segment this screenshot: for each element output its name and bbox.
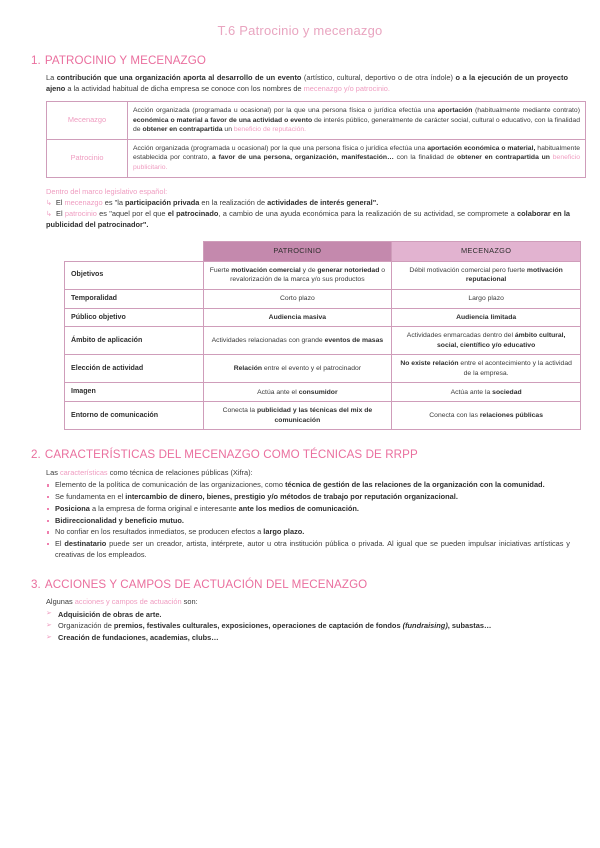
text-bold: Audiencia limitada	[456, 313, 517, 321]
comparison-row-label: Público objetivo	[65, 308, 204, 327]
comparison-cell-patrocinio	[203, 402, 392, 430]
text-bold: obtener en contrapartida	[142, 126, 223, 134]
comparison-header-row	[65, 241, 581, 261]
comparison-cell-patrocinio	[203, 261, 392, 289]
legislative-item	[16, 198, 584, 209]
text-plain: Actividades enmarcadas dentro del	[406, 332, 515, 340]
intro-text-3: a la actividad habitual de dicha empresa se conoce con los nombres de	[65, 84, 304, 94]
intro-accent-1: mecenazgo y/o patrocinio.	[303, 84, 390, 94]
text-bold: Creación de fundaciones, academias, clubs…	[58, 633, 219, 643]
section-heading-1	[16, 53, 584, 68]
comparison-cell-mecenazgo	[392, 355, 581, 383]
comparison-row	[65, 402, 581, 430]
comparison-row-label: Elección de actividad	[65, 355, 204, 383]
intro-bold-2: o a la ejecución de un proyecto ajeno	[46, 73, 568, 94]
text-bold: destinatario	[64, 539, 107, 549]
text-plain: como técnica de relaciones públicas (Xifra):	[107, 467, 253, 477]
definition-term: Mecenazgo	[47, 101, 128, 139]
text-bold: el patrocinado	[167, 208, 219, 218]
text-plain: , a cambio de una ayuda económica para la realización de su actividad, se compromete a	[218, 208, 518, 218]
text-bold: Adquisición de obras de arte.	[58, 609, 162, 619]
comparison-cell-mecenazgo	[392, 308, 581, 327]
text-accent: patrocinio	[64, 208, 97, 218]
intro-text-2: (artístico, cultural, deportivo o de otra índole)	[301, 73, 456, 83]
text-bold: actividades de interés general".	[267, 197, 379, 207]
section3-bullet-list	[16, 610, 584, 644]
list-item	[46, 480, 570, 491]
text-plain: El	[56, 208, 65, 218]
text-plain: Organización de	[58, 621, 114, 631]
section2-intro	[16, 468, 584, 479]
text-plain: entre el acontecimiento y la actividad de la empresa.	[458, 360, 572, 377]
comparison-table	[64, 241, 581, 431]
text-bold: largo plazo.	[263, 527, 305, 537]
legislative-framework-title: Dentro del marco legislativo español:	[46, 186, 168, 196]
text-bold: No existe relación	[400, 360, 459, 368]
text-bold: motivación reputacional	[465, 266, 563, 284]
text-plain: es "la	[102, 197, 125, 207]
definitions-table-body	[47, 101, 586, 177]
text-bold: ante los medios de comunicación.	[238, 503, 359, 513]
list-item	[46, 539, 570, 560]
text-plain: Actúa ante el	[257, 388, 299, 396]
text-accent: beneficio publicitario.	[133, 154, 580, 172]
text-bold: aportación económica o material,	[427, 144, 536, 152]
text-plain: No confiar en los resultados inmediatos, se producen efectos a	[55, 527, 264, 537]
text-bold: participación privada	[125, 197, 200, 207]
text-plain: puede ser un creador, artista, intérprete, autor u otra institución pública o privada. Al igual que se pueden impulsar iniciativas artísticas y creativas de los empleados.	[55, 539, 570, 559]
comparison-row	[65, 355, 581, 383]
comparison-cell-patrocinio	[203, 289, 392, 308]
text-bold: Audiencia masiva	[268, 313, 327, 321]
section3-intro	[16, 597, 584, 608]
comparison-row	[65, 289, 581, 308]
text-plain: Débil motivación comercial pero fuerte	[409, 266, 527, 274]
text-bold: motivación comercial	[231, 266, 301, 274]
text-bold: sociedad	[492, 388, 522, 396]
section-title-2: CARACTERÍSTICAS DEL MECENAZGO COMO TÉCNICAS DE RRPP	[44, 448, 418, 462]
text-plain: Algunas	[46, 596, 75, 606]
text-plain: habitualmente establecida por contrato,	[133, 144, 580, 162]
comparison-row	[65, 383, 581, 402]
comparison-table-head	[65, 241, 581, 261]
text-plain: Largo plazo	[468, 294, 504, 302]
comparison-row	[65, 327, 581, 355]
text-plain: El	[55, 539, 65, 549]
comparison-cell-patrocinio	[203, 383, 392, 402]
text-bold: relaciones públicas	[479, 412, 543, 420]
text-plain: de interés público, generalmente de carácter social, cultural o educativo, con la finalidad de	[133, 116, 580, 134]
legislative-items	[16, 198, 584, 231]
text-plain: Conecta con las	[429, 412, 480, 420]
definition-text	[128, 139, 586, 177]
arrow-icon: ↳	[46, 210, 55, 218]
comparison-row-label: Imagen	[65, 383, 204, 402]
section-heading-3	[16, 577, 584, 592]
text-bold: colaborar en la publicidad del patrocinador".	[46, 208, 571, 229]
text-plain: Acción organizada (programada u ocasional) por la que una persona física o jurídica efectúa una	[133, 144, 428, 152]
comparison-cell-patrocinio	[203, 327, 392, 355]
comparison-row-label: Temporalidad	[65, 289, 204, 308]
arrow-icon: ↳	[46, 199, 54, 207]
text-accent: características	[59, 467, 108, 477]
comparison-cell-patrocinio	[203, 355, 392, 383]
text-plain: El	[55, 197, 65, 207]
section-title-3: ACCIONES Y CAMPOS DE ACTUACIÓN DEL MECENAZGO	[44, 577, 368, 591]
text-plain: Se fundamenta en el	[55, 492, 126, 502]
comparison-cell-mecenazgo	[392, 261, 581, 289]
list-item	[46, 527, 570, 538]
comparison-row	[65, 308, 581, 327]
text-bold: , subastas…	[447, 621, 492, 631]
text-plain: Fuerte	[209, 266, 232, 274]
text-plain: a la empresa de forma original e interesante	[89, 503, 239, 513]
text-bold: generar notoriedad	[317, 266, 380, 274]
text-bold: eventos de masas	[324, 337, 384, 345]
definition-term: Patrocinio	[47, 139, 128, 177]
comparison-cell-mecenazgo	[392, 289, 581, 308]
comparison-header-mecenazgo: MECENAZGO	[392, 241, 581, 261]
list-item	[46, 492, 570, 503]
list-item	[46, 516, 570, 527]
text-plain: Corto plazo	[279, 294, 315, 302]
text-bold: consumidor	[298, 388, 338, 396]
text-plain: Elemento de la política de comunicación de las organizaciones, como	[55, 480, 286, 490]
text-plain: o revalorización de la marca y/o sus productos	[230, 266, 386, 284]
text-bold-italic: (fundraising)	[402, 621, 448, 631]
section-number-1: 1.	[31, 54, 41, 68]
text-plain: es "aquel por el que	[96, 208, 168, 218]
comparison-row-label: Ámbito de aplicación	[65, 327, 204, 355]
text-bold: a favor de una persona, organización, manifestación…	[212, 154, 394, 162]
text-plain: Actúa ante la	[450, 388, 493, 396]
list-item	[46, 621, 570, 632]
section-number-3: 3.	[31, 577, 41, 591]
text-plain: son:	[181, 596, 198, 606]
section2-bullet-list	[16, 480, 584, 560]
text-bold: premios, festivales culturales, exposiciones, operaciones de captación de fondos	[113, 621, 403, 631]
section-heading-2	[16, 447, 584, 462]
text-bold: obtener en contrapartida un	[456, 154, 553, 162]
comparison-row-label: Entorno de comunicación	[65, 402, 204, 430]
text-plain: un	[222, 126, 234, 134]
text-plain: en la realización de	[199, 197, 268, 207]
legislative-item	[16, 209, 584, 231]
definitions-table	[46, 101, 586, 178]
text-plain: Conecta la	[222, 407, 257, 415]
comparison-table-body	[65, 261, 581, 430]
text-bold: publicidad y las técnicas del mix de comunicación	[256, 407, 373, 424]
text-accent: acciones y campos de actuación	[74, 596, 182, 606]
comparison-cell-mecenazgo	[392, 402, 581, 430]
definition-text	[128, 101, 586, 139]
text-accent: mecenazgo	[64, 197, 103, 207]
text-plain: y de	[300, 266, 318, 274]
comparison-corner-cell	[65, 241, 204, 261]
text-bold: ámbito cultural, social, científico y/o educativo	[437, 332, 566, 349]
intro-text-1: La	[46, 73, 57, 83]
text-accent: beneficio de reputación.	[233, 126, 307, 134]
table-row	[47, 101, 586, 139]
list-item	[46, 633, 570, 644]
text-plain: (habitualmente mediante contrato)	[472, 106, 580, 114]
section-number-2: 2.	[31, 448, 41, 462]
list-item	[46, 504, 570, 515]
text-plain: entre el evento y el patrocinador	[262, 365, 362, 373]
text-plain: con la finalidad de	[393, 154, 457, 162]
text-plain: Actividades relacionadas con grande	[211, 337, 325, 345]
comparison-row-label: Objetivos	[65, 261, 204, 289]
text-bold: Posiciona	[55, 503, 90, 513]
text-bold: Bidireccionalidad y beneficio mutuo.	[55, 515, 184, 525]
comparison-cell-mecenazgo	[392, 327, 581, 355]
comparison-cell-patrocinio	[203, 308, 392, 327]
intro-bold-1: contribución que una organización aporta al desarrollo de un evento	[56, 73, 302, 83]
comparison-cell-mecenazgo	[392, 383, 581, 402]
text-plain: Acción organizada (programada u ocasional) por la que una persona física o jurídica efectúa una	[133, 106, 438, 114]
text-bold: Relación	[233, 365, 263, 373]
text-bold: aportación	[437, 106, 473, 114]
list-item	[46, 610, 570, 621]
comparison-row	[65, 261, 581, 289]
section-title-1: PATROCINIO Y MECENAZGO	[44, 54, 206, 68]
text-bold: técnica de gestión de las relaciones de la organización con la comunidad.	[285, 480, 545, 490]
text-bold: intercambio de dinero, bienes, prestigio y/o métodos de trabajo por reputación organizacional.	[125, 492, 458, 502]
section1-intro-paragraph	[16, 73, 584, 94]
comparison-header-patrocinio: PATROCINIO	[203, 241, 392, 261]
text-plain: Las	[46, 467, 60, 477]
page-title: T.6 Patrocinio y mecenazgo	[217, 23, 383, 38]
text-bold: económica o material a favor de una actividad o evento	[133, 116, 313, 124]
table-row	[47, 139, 586, 177]
